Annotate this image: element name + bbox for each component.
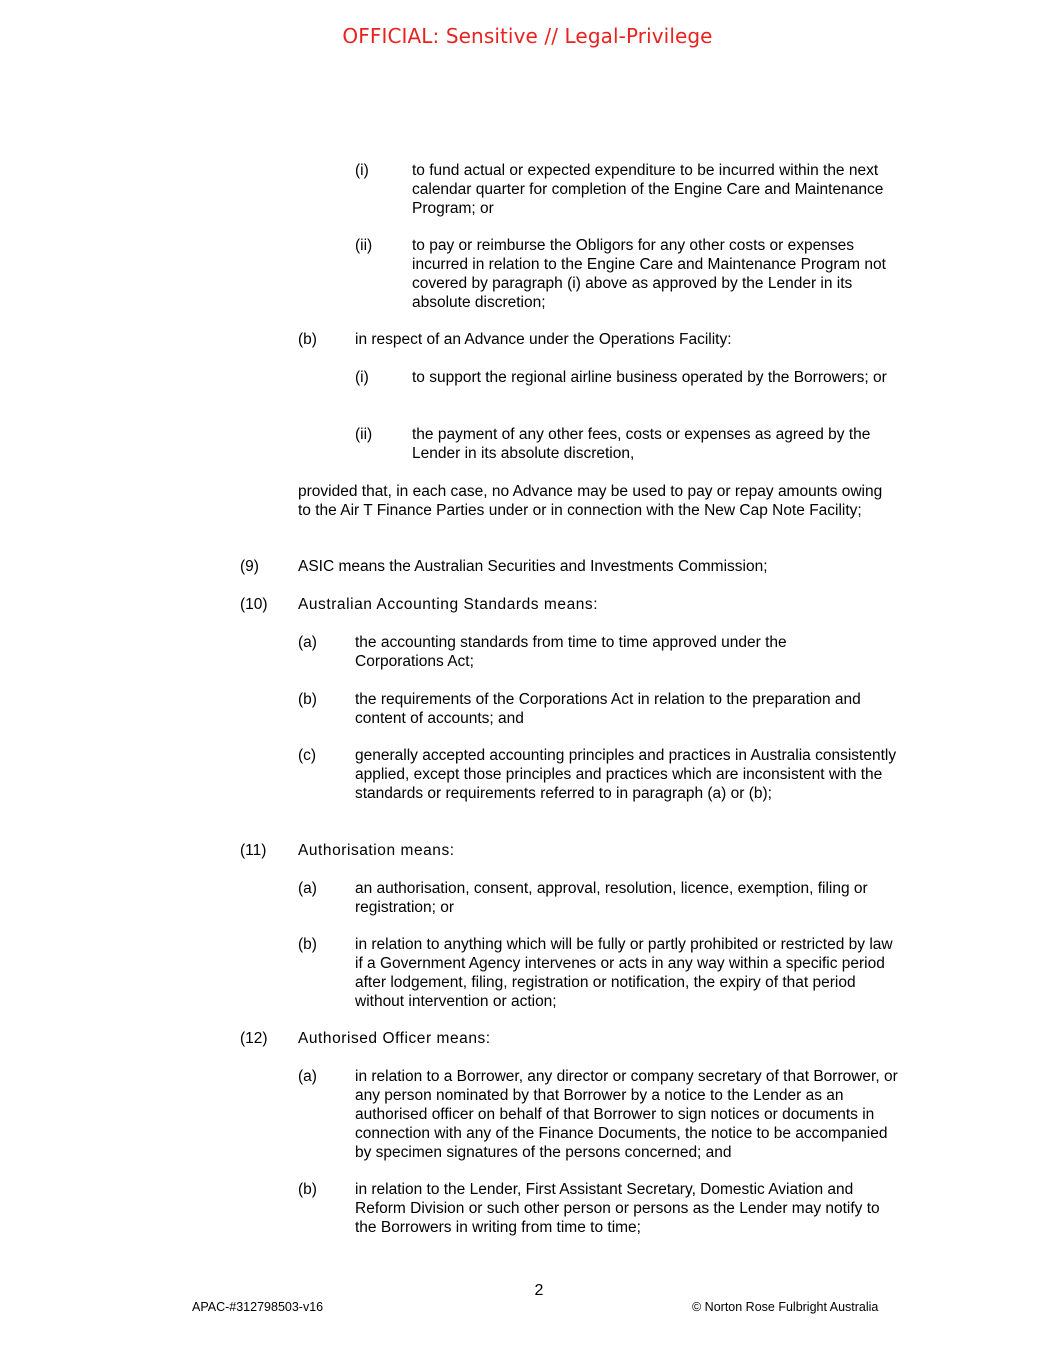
clause-number: (9) — [240, 558, 259, 575]
clause-text: Australian Accounting Standards means: — [298, 596, 599, 613]
item-text: in relation to the Lender, First Assistant Secretary, Domestic Aviation and Reform Division or such other person or persons as the Lender may notify to the Borrowers in writing from time to time; — [355, 1181, 880, 1236]
item-label: (a) — [298, 1068, 317, 1085]
classification-marking: OFFICIAL: Sensitive // Legal-Privilege — [342, 24, 713, 48]
item-text: the accounting standards from time to time approved under the Corporations Act; — [355, 634, 787, 670]
clause-text: ASIC means the Australian Securities and Investments Commission; — [298, 558, 768, 575]
item-label: (a) — [298, 634, 317, 651]
item-text: an authorisation, consent, approval, resolution, licence, exemption, filing or registration; or — [355, 880, 868, 916]
item-label: (c) — [298, 747, 317, 764]
item-text: in relation to a Borrower, any director or company secretary of that Borrower, or any person nominated by that Borrower by a notice to the Lender as an authorised officer on behalf of that Borrower to sign notices or documents in connection with any of the Finance Documents, the notice to be accompanied by specimen signatures of the persons concerned; and — [355, 1068, 898, 1161]
item-text: to fund actual or expected expenditure to be incurred within the next calendar quarter for completion of the Engine Care and Maintenance Program; or — [412, 162, 884, 217]
item-label: (b) — [298, 1181, 317, 1198]
copyright-notice: © Norton Rose Fulbright Australia — [692, 1300, 879, 1314]
item-label: (ii) — [355, 237, 373, 254]
proviso-text: provided that, in each case, no Advance may be used to pay or repay amounts owing to the Air T Finance Parties under or in connection with the New Cap Note Facility; — [298, 483, 883, 519]
item-label: (a) — [298, 880, 317, 897]
item-text: to support the regional airline business operated by the Borrowers; or — [412, 369, 887, 386]
item-text: in relation to anything which will be fully or partly prohibited or restricted by law if a Government Agency intervenes or acts in any way within a specific period after lodgement, filing, registration or notification, the expiry of that period without intervention or action; — [355, 936, 893, 1010]
item-label: (b) — [298, 691, 317, 708]
item-label: (ii) — [355, 426, 373, 443]
clause-number: (12) — [240, 1030, 268, 1047]
document-id: APAC-#312798503-v16 — [192, 1300, 324, 1314]
page-number: 2 — [534, 1282, 544, 1299]
clause-number: (10) — [240, 596, 268, 613]
item-text: to pay or reimburse the Obligors for any other costs or expenses incurred in relation to the Engine Care and Maintenance Program not covered by paragraph (i) above as approved by the Lender in its absolute discretion; — [412, 237, 886, 311]
item-text: generally accepted accounting principles and practices in Australia consistently applied, except those principles and practices which are inconsistent with the standards or requirements referred to in paragraph (a) or (b); — [355, 747, 897, 802]
item-label: (i) — [355, 369, 369, 386]
clause-text: Authorisation means: — [298, 842, 455, 859]
item-text: in respect of an Advance under the Operations Facility: — [355, 331, 732, 348]
item-label: (b) — [298, 936, 317, 953]
item-text: the payment of any other fees, costs or expenses as agreed by the Lender in its absolute discretion, — [412, 426, 871, 462]
item-label: (i) — [355, 162, 369, 179]
clause-number: (11) — [240, 842, 267, 859]
item-text: the requirements of the Corporations Act in relation to the preparation and content of accounts; and — [355, 691, 861, 727]
clause-text: Authorised Officer means: — [298, 1030, 491, 1047]
item-label: (b) — [298, 331, 317, 348]
